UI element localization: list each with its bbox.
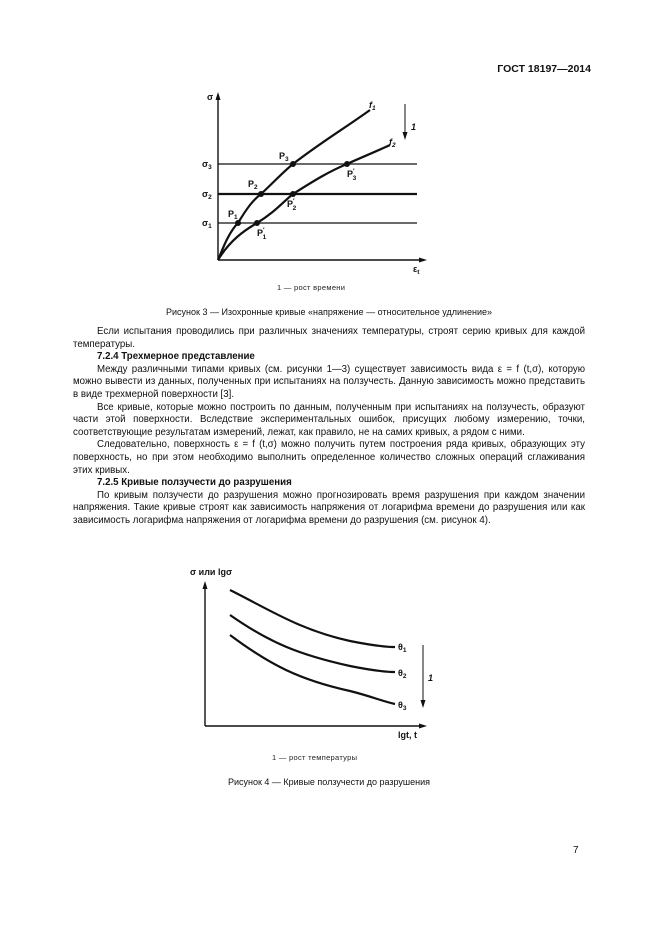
- sigma-1-label: $\sigma_1$: [202, 218, 212, 230]
- figure-3-caption: Рисунок 3 — Изохронные кривые «напряжение — относительное удлинение»: [166, 307, 492, 317]
- x-axis-label-epsilon: $\varepsilon_t$: [413, 264, 420, 276]
- paragraph-surface-construction: Следовательно, поверхность ε = f (t,σ) можно получить путем построения ряда кривых, образующих эту поверхность, но при этом необходимо выполнить определенное количество сложных операций сглаживания этих кривых.: [73, 439, 585, 476]
- point-p3-label: $P_3$: [279, 151, 289, 163]
- point-p3: [290, 161, 296, 167]
- curve-theta1: [230, 590, 395, 647]
- creep-rupture-chart: [190, 565, 450, 745]
- figure-3-note: 1 — рост времени: [277, 283, 346, 292]
- y-axis-label-sigma-lg: σ или lgσ: [190, 567, 233, 577]
- temperature-growth-arrow: [421, 645, 426, 708]
- paragraph-surface-parts: Все кривые, которые можно построить по данным, полученным при испытаниях на ползучесть, образуют части этой поверхности. Вследствие экспериментальных ошибок, присущих любому измерению, точки, соответствующие результатам измерений, лежат, как правило, не на самих кривых, а рядом с ними.: [73, 401, 585, 438]
- curve-theta2: [230, 615, 395, 672]
- point-p1-prime: [254, 220, 260, 226]
- sigma-3-label: $\sigma_3$: [202, 159, 212, 171]
- point-p1-prime-label: P′ 1: [257, 227, 267, 241]
- isochronous-curves-chart: [195, 90, 445, 280]
- curve-f1: [218, 110, 370, 260]
- figure-3: [195, 90, 445, 280]
- heading-7-2-4: 7.2.4 Трехмерное представление: [97, 351, 255, 363]
- curve-theta1-label: $\theta_1$: [398, 642, 407, 654]
- y-axis-label-sigma: σ: [207, 92, 214, 102]
- paragraph-rupture-curves: По кривым ползучести до разрушения можно прогнозировать время разрушения при каждом значении напряжения. Такие кривые строят как зависимость напряжения от логарифма времени до разрушения или как зависимость логарифма напряжения от логарифма времени до разрушения (см. рисунок 4).: [73, 489, 585, 526]
- time-growth-arrow: [403, 104, 408, 140]
- curve-theta2-label: $\theta_2$: [398, 668, 407, 680]
- figure-4-note: 1 — рост температуры: [272, 753, 358, 762]
- point-p1-label: $P_1$: [228, 209, 238, 221]
- body-text: [73, 326, 585, 528]
- point-p2-prime: [290, 191, 296, 197]
- figure-4: [190, 565, 450, 745]
- point-p3-prime: [344, 161, 350, 167]
- curve-theta3-label: $\theta_3$: [398, 700, 407, 712]
- sigma-2-label: $\sigma_2$: [202, 189, 212, 201]
- point-p2-prime-label: P′ 2: [287, 198, 297, 212]
- curve-f2: [218, 145, 390, 260]
- point-p2: [258, 191, 264, 197]
- figure-4-caption: Рисунок 4 — Кривые ползучести до разрушения: [227, 777, 431, 787]
- figure-4-axes: [203, 581, 428, 729]
- standard-header: ГОСТ 18197—2014: [497, 63, 591, 75]
- point-p3-prime-label: P′ 3: [347, 168, 357, 182]
- curve-f1-label: $f_1$: [369, 100, 376, 112]
- temperature-growth-arrow-label: 1: [428, 673, 434, 683]
- page-number: 7: [573, 845, 579, 856]
- time-growth-arrow-label: 1: [411, 122, 417, 132]
- point-p2-label: $P_2$: [248, 179, 258, 191]
- x-axis-label-lgt: lgt, t: [398, 730, 417, 740]
- paragraph-series-of-curves: Если испытания проводились при различных значениях температуры, строят серию кривых для каждой температуры.: [73, 326, 585, 350]
- heading-7-2-5: 7.2.5 Кривые ползучести до разрушения: [97, 477, 292, 489]
- paragraph-dependency: Между различными типами кривых (см. рисунки 1—3) существует зависимость вида ε = f (t,σ), которую можно вывести из данных, полученных при испытаниях на ползучесть. Данную зависимость можно представить в виде трехмерной поверхности [3].: [73, 363, 585, 400]
- curve-f2-label: $f_2$: [389, 137, 396, 149]
